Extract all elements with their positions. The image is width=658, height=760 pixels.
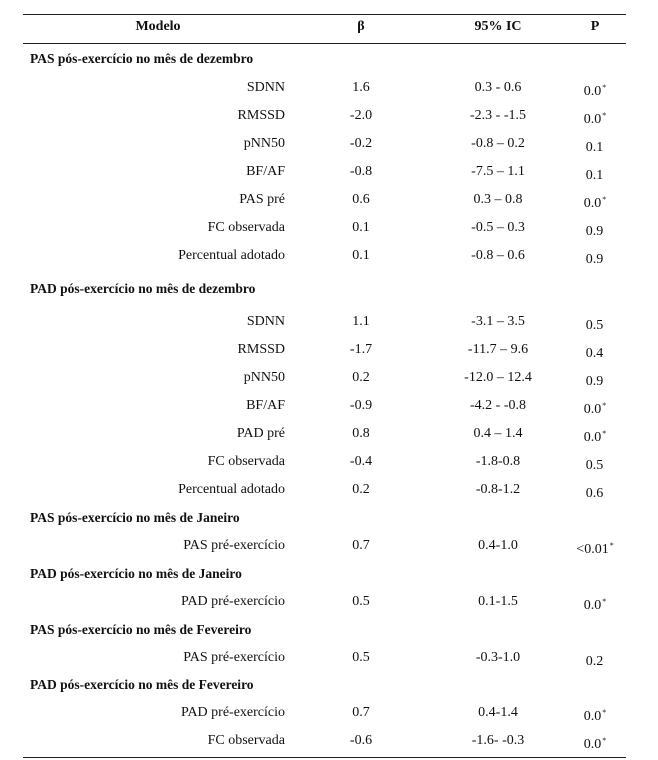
table-row: pNN50 0.2 -12.0 – 12.4 0.9 <box>243 370 604 389</box>
section-title: PAD pós-exercício no mês de dezembro <box>30 281 256 296</box>
significance-marker: * <box>609 541 614 550</box>
section-title: PAD pós-exercício no mês de Fevereiro <box>30 677 254 692</box>
table-top-rule <box>23 14 626 15</box>
significance-marker: * <box>602 83 607 92</box>
table-row: PAD pré 0.8 0.4 – 1.4 0.0* <box>236 426 607 445</box>
significance-marker: * <box>602 195 607 204</box>
section-title: PAS pós-exercício no mês de Fevereiro <box>30 622 252 637</box>
table-bottom-rule <box>23 757 626 758</box>
header-modelo: Modelo <box>135 19 181 34</box>
table-row: Percentual adotado 0.2 -0.8-1.2 0.6 <box>178 482 604 501</box>
table-row: PAD pré-exercício 0.5 0.1-1.5 0.0* <box>180 594 607 613</box>
table-row: FC observada -0.4 -1.8-0.8 0.5 <box>207 454 604 473</box>
significance-marker: * <box>602 597 607 606</box>
section-title: PAD pós-exercício no mês de Janeiro <box>30 566 242 581</box>
section-title: PAS pós-exercício no mês de dezembro <box>30 51 254 66</box>
table-row: RMSSD -1.7 -11.7 – 9.6 0.4 <box>237 342 604 361</box>
header-beta: β <box>357 19 365 34</box>
table-row: PAD pré-exercício 0.7 0.4-1.4 0.0* <box>180 705 607 724</box>
table-row: PAS pré-exercício 0.5 -0.3-1.0 0.2 <box>183 650 604 669</box>
table-row: PAS pré-exercício 0.7 0.4-1.0 <0.01* <box>183 538 614 557</box>
section-title: PAS pós-exercício no mês de Janeiro <box>30 510 240 525</box>
table-row: PAS pré 0.6 0.3 – 0.8 0.0* <box>239 192 607 211</box>
header-ic: 95% IC <box>474 19 522 34</box>
significance-marker: * <box>602 111 607 120</box>
significance-marker: * <box>602 708 607 717</box>
header-p: P <box>590 19 600 34</box>
table-header <box>23 17 626 37</box>
table-row: RMSSD -2.0 -2.3 - -1.5 0.0* <box>237 108 607 127</box>
table-header-rule <box>23 43 626 44</box>
significance-marker: * <box>602 736 607 745</box>
significance-marker: * <box>602 401 607 410</box>
table-row: SDNN 1.1 -3.1 – 3.5 0.5 <box>246 314 604 333</box>
table-row: pNN50 -0.2 -0.8 – 0.2 0.1 <box>243 136 604 155</box>
table-row: FC observada 0.1 -0.5 – 0.3 0.9 <box>207 220 604 239</box>
table-row: Percentual adotado 0.1 -0.8 – 0.6 0.9 <box>178 248 604 267</box>
table-row: BF/AF -0.8 -7.5 – 1.1 0.1 <box>246 164 604 183</box>
table-row: BF/AF -0.9 -4.2 - -0.8 0.0* <box>246 398 607 417</box>
table-row: SDNN 1.6 0.3 - 0.6 0.0* <box>246 80 607 99</box>
significance-marker: * <box>602 429 607 438</box>
table-row: FC observada -0.6 -1.6- -0.3 0.0* <box>207 733 607 752</box>
